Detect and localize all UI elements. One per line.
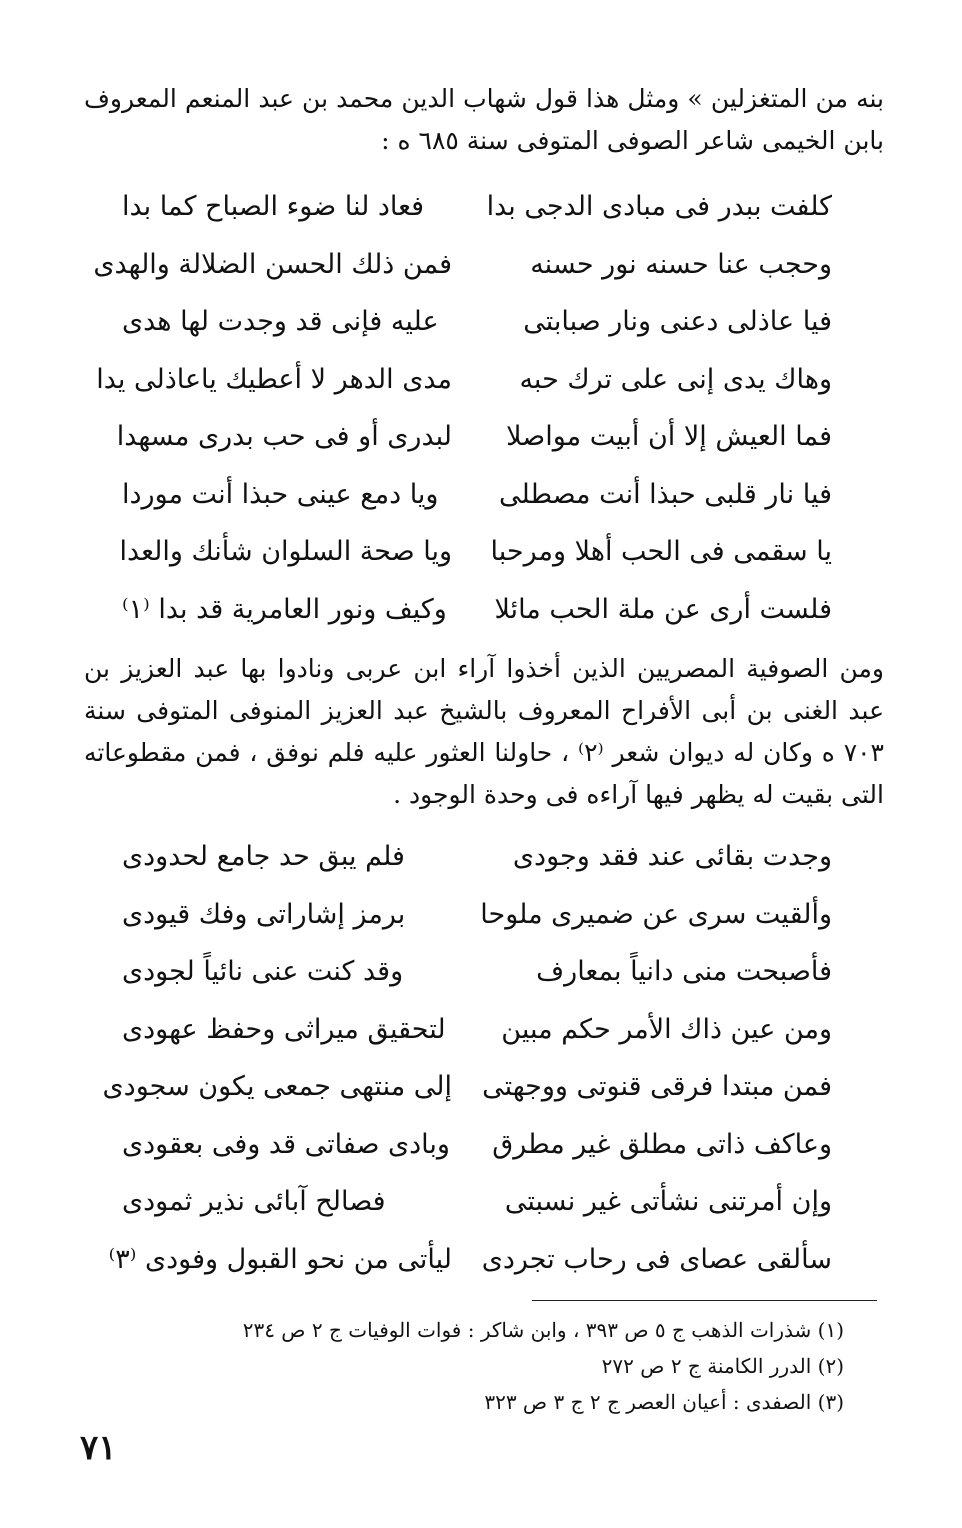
verse — [108, 1231, 832, 1289]
verse — [122, 293, 832, 351]
verse-first-hemistich: وهاك يدى إنى على ترك حبه — [519, 363, 832, 395]
verse-first-hemistich: وعاكف ذاتى مطلق غير مطرق — [492, 1128, 832, 1160]
second-paragraph: ومن الصوفية المصريين الذين أخذوا آراء ابن عربى ونادوا بها عبد العزيز بن عبد الغنى بن أبى الأفراح المعروف بالشيخ عبد العزيز المنوفى المتوفى سنة ٧٠٣ ه وكان له ديوان شعر ⁽٢⁾ ، حاولنا العثور عليه فلم نوفق ، فمن مقطوعاته التى بقيت له يظهر فيها آراءه فى وحدة الوجود . — [84, 654, 884, 809]
footnote: (٢) الدرر الكامنة ج ٢ ص ٢٧٢ — [601, 1354, 844, 1378]
verse — [122, 581, 832, 639]
verse — [122, 178, 832, 236]
verse — [93, 236, 832, 294]
verse — [122, 1173, 832, 1231]
verse-second-hemistich: فعاد لنا ضوء الصباح كما بدا — [122, 191, 425, 223]
verse-second-hemistich: ويا صحة السلوان شأنك والعدا — [119, 536, 452, 568]
verse-first-hemistich: يا سقمى فى الحب أهلا ومرحبا — [490, 536, 832, 568]
verse-second-hemistich: وبادى صفاتى قد وفى بعقودى — [122, 1128, 450, 1160]
verse-second-hemistich: وقد كنت عنى نائياً لجودى — [122, 956, 404, 988]
verse — [122, 1001, 832, 1059]
verse — [116, 408, 832, 466]
verse-second-hemistich: فمن ذلك الحسن الضلالة والهدى — [93, 248, 452, 280]
poem-2 — [102, 828, 832, 1288]
verse-first-hemistich: فأصبحت منى دانياً بمعارف — [536, 956, 832, 988]
verse — [119, 523, 832, 581]
footnote: (١) شذرات الذهب ج ٥ ص ٣٩٣ ، وابن شاكر : فوات الوفيات ج ٢ ص ٢٣٤ — [242, 1318, 844, 1342]
verse-second-hemistich: فلم يبق حد جامع لحدودى — [122, 841, 405, 873]
verse-first-hemistich: وإن أمرتنى نشأتى غير نسبتى — [504, 1186, 832, 1218]
verse-second-hemistich: برمز إشاراتى وفك قيودى — [122, 898, 406, 930]
verse-second-hemistich: ليأتى من نحو القبول وفودى ⁽٣⁾ — [108, 1243, 452, 1275]
verse-first-hemistich: فلست أرى عن ملة الحب مائلا — [494, 593, 832, 625]
verse-second-hemistich: فصالح آبائى نذير ثمودى — [122, 1186, 386, 1218]
verse — [102, 1058, 832, 1116]
verse-first-hemistich: كلفت ببدر فى مبادى الدجى بدا — [486, 191, 832, 223]
footnote: (٣) الصفدى : أعيان العصر ج ٢ ج ٣ ص ٣٢٣ — [484, 1390, 844, 1414]
verse-second-hemistich: مدى الدهر لا أعطيك ياعاذلى يدا — [96, 363, 452, 395]
intro-paragraph: بنه من المتغزلين » ومثل هذا قول شهاب الدين محمد بن عبد المنعم المعروف بابن الخيمى شاعر الصوفى المتوفى سنة ٦٨٥ ه : — [84, 84, 884, 155]
verse-first-hemistich: وألقيت سرى عن ضميرى ملوحا — [480, 898, 832, 930]
page-number: ٧١ — [80, 1428, 117, 1468]
verse — [122, 943, 832, 1001]
verse-first-hemistich: سألقى عصاى فى رحاب تجردى — [481, 1243, 832, 1275]
verse-second-hemistich: عليه فإنى قد وجدت لها هدى — [122, 306, 439, 338]
verse-second-hemistich: إلى منتهى جمعى يكون سجودى — [102, 1071, 452, 1103]
verse-first-hemistich: فيا نار قلبى حبذا أنت مصطلى — [499, 478, 832, 510]
verse-first-hemistich: فما العيش إلا أن أبيت مواصلا — [506, 421, 832, 453]
verse-first-hemistich: وحجب عنا حسنه نور حسنه — [530, 248, 832, 280]
footnotes — [124, 1312, 844, 1420]
verse — [122, 1116, 832, 1174]
verse — [122, 886, 832, 944]
verse — [122, 466, 832, 524]
poem-1 — [93, 178, 832, 638]
verse-second-hemistich: لبدرى أو فى حب بدرى مسهدا — [116, 421, 452, 453]
verse — [122, 828, 832, 886]
verse-first-hemistich: ومن عين ذاك الأمر حكم مبين — [501, 1013, 832, 1045]
verse-second-hemistich: وكيف ونور العامرية قد بدا ⁽١⁾ — [122, 593, 447, 625]
verse-second-hemistich: ويا دمع عينى حبذا أنت موردا — [122, 478, 439, 510]
footnote-divider — [532, 1300, 877, 1301]
verse-first-hemistich: فمن مبتدا فرقى قنوتى ووجهتى — [482, 1071, 832, 1103]
verse-first-hemistich: فيا عاذلى دعنى ونار صبابتى — [523, 306, 832, 338]
verse — [96, 351, 832, 409]
verse-first-hemistich: وجدت بقائى عند فقد وجودى — [512, 841, 832, 873]
verse-second-hemistich: لتحقيق ميراثى وحفظ عهودى — [122, 1013, 446, 1045]
